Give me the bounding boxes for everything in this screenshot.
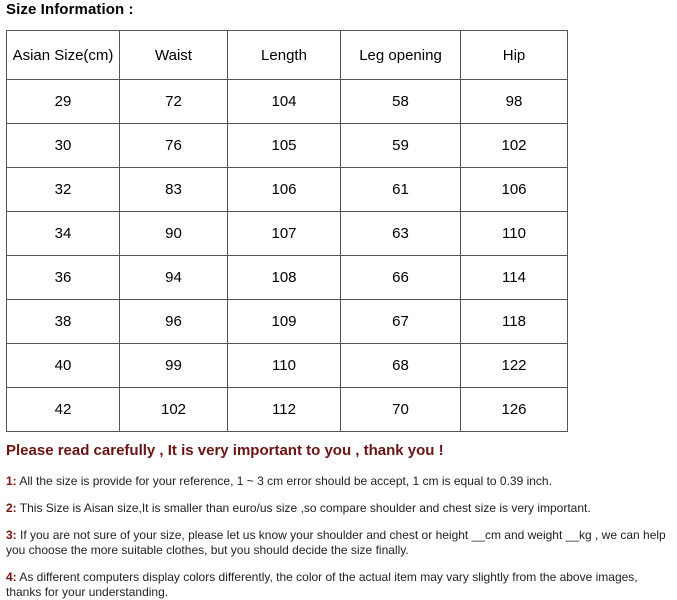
- table-cell: 90: [120, 212, 228, 256]
- notice-heading: Please read carefully , It is very important to you , thank you !: [6, 442, 444, 459]
- table-header-row: [7, 31, 568, 80]
- table-cell: 105: [228, 124, 341, 168]
- table-cell: 29: [7, 80, 120, 124]
- table-cell: 96: [120, 300, 228, 344]
- table-row: [7, 212, 568, 256]
- header-hip: Hip: [461, 31, 568, 80]
- table-cell: 98: [461, 80, 568, 124]
- table-cell: 122: [461, 344, 568, 388]
- table-cell: 110: [461, 212, 568, 256]
- note-3: [6, 528, 674, 558]
- table-cell: 42: [7, 388, 120, 432]
- table-cell: 106: [228, 168, 341, 212]
- table-cell: 104: [228, 80, 341, 124]
- size-table: [6, 30, 568, 432]
- table-row: [7, 388, 568, 432]
- note-text: As different computers display colors differently, the color of the actual item may vary slightly from the above images, thanks for your understanding.: [6, 570, 638, 599]
- note-number: 1:: [6, 474, 17, 488]
- table-cell: 114: [461, 256, 568, 300]
- table-row: [7, 80, 568, 124]
- table-row: [7, 256, 568, 300]
- table-cell: 102: [120, 388, 228, 432]
- table-cell: 83: [120, 168, 228, 212]
- table-cell: 94: [120, 256, 228, 300]
- table-cell: 118: [461, 300, 568, 344]
- table-cell: 108: [228, 256, 341, 300]
- table-cell: 72: [120, 80, 228, 124]
- note-number: 2:: [6, 501, 17, 515]
- table-cell: 99: [120, 344, 228, 388]
- table-cell: 34: [7, 212, 120, 256]
- header-leg-opening: Leg opening: [341, 31, 461, 80]
- table-cell: 61: [341, 168, 461, 212]
- page-title: Size Information :: [6, 1, 134, 18]
- header-waist: Waist: [120, 31, 228, 80]
- note-text: If you are not sure of your size, please let us know your shoulder and chest or height __cm and weight __kg , we can help you choose the more suitable clothes, but you should decide the size finally.: [6, 528, 666, 557]
- table-cell: 110: [228, 344, 341, 388]
- note-text: This Size is Aisan size,It is smaller than euro/us size ,so compare shoulder and chest size is very important.: [16, 501, 591, 515]
- note-text: All the size is provide for your reference, 1 ~ 3 cm error should be accept, 1 cm is equal to 0.39 inch.: [16, 474, 552, 488]
- table-cell: 32: [7, 168, 120, 212]
- note-1: [6, 474, 674, 489]
- table-cell: 58: [341, 80, 461, 124]
- note-4: [6, 570, 674, 600]
- table-row: [7, 344, 568, 388]
- table-cell: 38: [7, 300, 120, 344]
- table-row: [7, 124, 568, 168]
- table-cell: 67: [341, 300, 461, 344]
- note-number: 4:: [6, 570, 17, 584]
- table-cell: 59: [341, 124, 461, 168]
- table-cell: 63: [341, 212, 461, 256]
- table-row: [7, 300, 568, 344]
- table-cell: 112: [228, 388, 341, 432]
- table-cell: 36: [7, 256, 120, 300]
- table-cell: 40: [7, 344, 120, 388]
- header-asian-size: Asian Size(cm): [7, 31, 120, 80]
- table-cell: 70: [341, 388, 461, 432]
- table-cell: 109: [228, 300, 341, 344]
- table-cell: 106: [461, 168, 568, 212]
- table-cell: 68: [341, 344, 461, 388]
- table-cell: 30: [7, 124, 120, 168]
- table-row: [7, 168, 568, 212]
- table-cell: 102: [461, 124, 568, 168]
- table-cell: 107: [228, 212, 341, 256]
- note-2: [6, 501, 674, 516]
- table-cell: 126: [461, 388, 568, 432]
- header-length: Length: [228, 31, 341, 80]
- table-cell: 76: [120, 124, 228, 168]
- note-number: 3:: [6, 528, 17, 542]
- table-cell: 66: [341, 256, 461, 300]
